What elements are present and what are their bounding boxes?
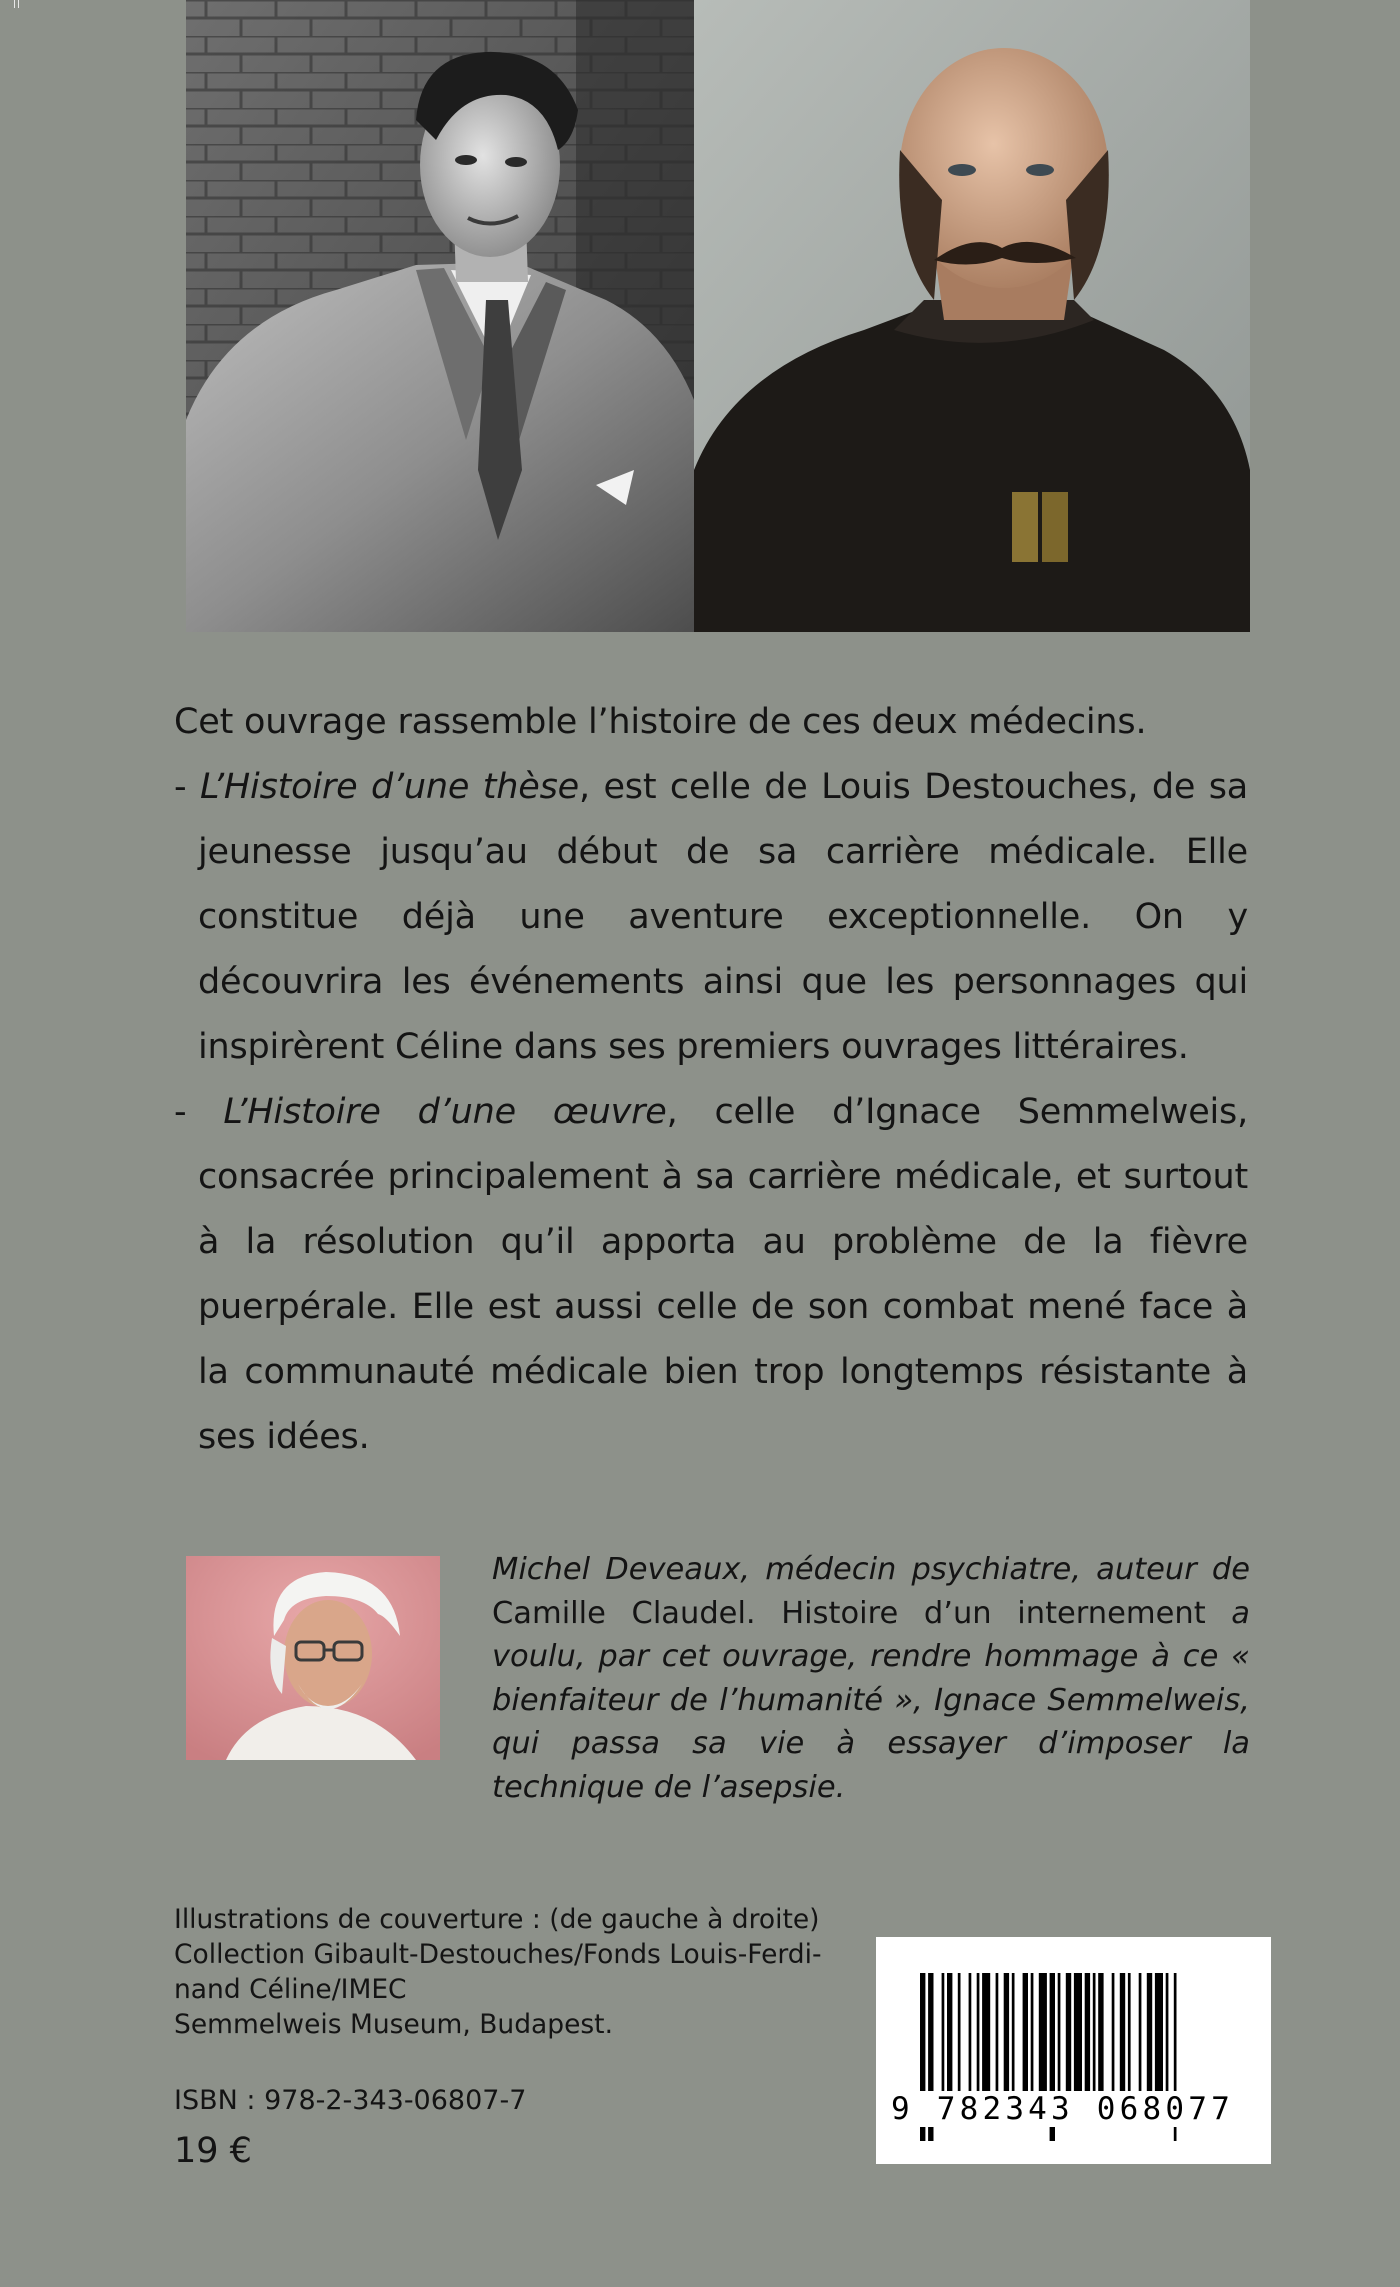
author-bio-book-title: Camille Claudel. Histoire d’un internement	[492, 1595, 1206, 1631]
synopsis-item-these: - L’Histoire d’une thèse, est celle de Louis Destouches, de sa jeunesse jusqu’au début de sa carrière médicale. Elle constitue déjà une aventure exceptionnelle. On y découvrira les événements ainsi que les personnages qui inspirèrent Céline dans ses premiers ouvrages littéraires.	[174, 767, 1249, 1067]
author-photo	[186, 1556, 440, 1760]
credits-line: Semmelweis Museum, Budapest.	[174, 2009, 613, 2040]
price: 19 €	[174, 2131, 252, 2171]
credits-line: nand Céline/IMEC	[174, 1974, 407, 2005]
synopsis-intro: Cet ouvrage rassemble l’histoire de ces deux médecins.	[174, 702, 1147, 742]
author-bio-part2: a voulu, par cet ouvrage, rendre hommage à ce « bienfaiteur de l’humanité », Ignace Semmelweis, qui passa sa vie à essayer d’imposer la technique de l’asepsie.	[492, 1595, 1251, 1805]
crop-mark	[14, 0, 19, 8]
painting-semmelweis-image	[694, 0, 1250, 632]
synopsis-item-these-text: , est celle de Louis Destouches, de sa jeunesse jusqu’au début de sa carrière médicale. Elle constitue déjà une aventure exceptionnelle. On y découvrira les événements ainsi que les personnages qui inspirèrent Céline dans ses premiers ouvrages littéraires.	[198, 767, 1249, 1067]
synopsis-item-oeuvre-title: L’Histoire d’une œuvre	[223, 1092, 667, 1132]
isbn: ISBN : 978-2-343-06807-7	[174, 2085, 527, 2116]
painting-semmelweis	[694, 0, 1250, 632]
synopsis-item-oeuvre-text: , celle d’Ignace Semmelweis, consacrée principalement à sa carrière médicale, et surtout à la résolution qu’il apporta au problème de la fièvre puerpérale. Elle est aussi celle de son combat mené face à la communauté médicale bien trop longtemps résistante à ses idées.	[198, 1092, 1249, 1457]
author-photo-image	[186, 1556, 440, 1760]
photo-young-man	[186, 0, 694, 632]
synopsis	[174, 690, 1248, 1470]
synopsis-item-these-title: L’Histoire d’une thèse	[200, 767, 579, 807]
barcode-digits	[890, 2091, 1260, 2127]
illustration-credits	[174, 1902, 822, 2042]
synopsis-item-oeuvre: - L’Histoire d’une œuvre, celle d’Ignace Semmelweis, consacrée principalement à sa carrière médicale, et surtout à la résolution qu’il apporta au problème de la fièvre puerpérale. Elle est aussi celle de son combat mené face à la communauté médicale bien trop longtemps résistante à ses idées.	[174, 1092, 1249, 1457]
barcode-digits-text: 9 782343 068077	[891, 2091, 1234, 2127]
author-bio-part1: Michel Deveaux, médecin psychiatre, auteur de	[492, 1552, 1250, 1587]
photo-young-man-image	[186, 0, 694, 632]
credits-line: Collection Gibault-Destouches/Fonds Louis-Ferdi-	[174, 1939, 822, 1970]
credits-line: Illustrations de couverture : (de gauche à droite)	[174, 1904, 820, 1935]
author-bio	[492, 1548, 1250, 1809]
barcode	[876, 1937, 1271, 2164]
